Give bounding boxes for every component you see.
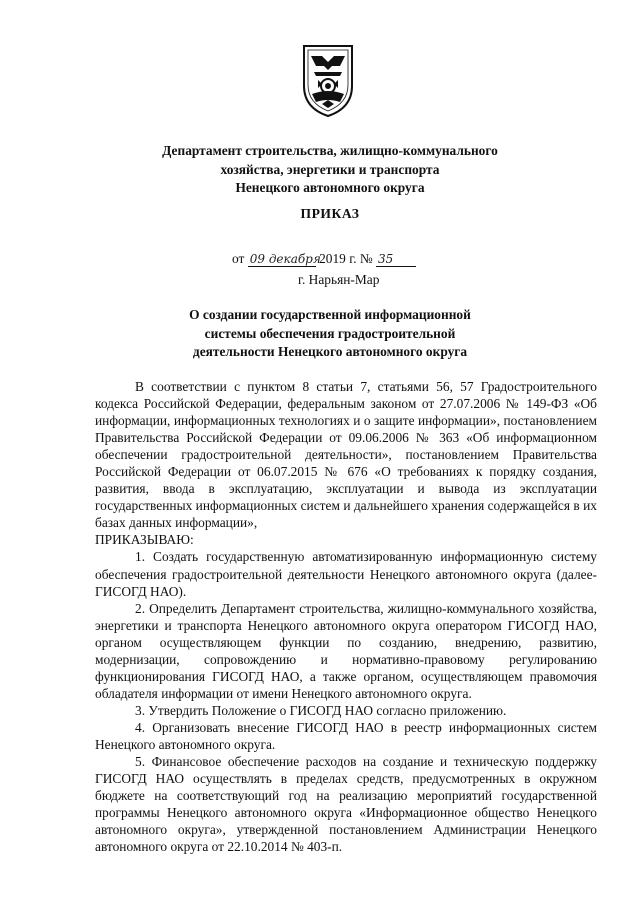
date-prefix: от	[232, 251, 245, 266]
title-line-2: системы обеспечения градостроительной	[204, 325, 456, 341]
preamble-paragraph: В соответствии с пунктом 8 статьи 7, статьями 56, 57 Градостроительного кодекса Российской Федерации, федеральным законом от 27.07.2006 № 149-ФЗ «Об информации, информационных технологиях и о защите информации», постановлением Правительства Российской Федерации от 09.06.2006 № 363 «Об информационном обеспечении градостроительной деятельности», постановлением Правительства Российской Федерации от 06.07.2015 № 676 «О требованиях к порядку создания, развития, ввода в эксплуатацию, эксплуатации и вывода из эксплуатации государственных информационных систем и дальнейшего хранения содержащейся в их базах данных информации»,	[95, 379, 597, 531]
department-line-3: Ненецкого автономного округа	[235, 180, 425, 196]
document-body	[95, 378, 597, 855]
city: г. Нарьян-Мар	[298, 272, 380, 287]
document-type: ПРИКАЗ	[300, 206, 360, 221]
date-number-line	[232, 251, 416, 267]
order-item-1: 1. Создать государственную автоматизированную информационную систему обеспечения градостроительной деятельности Ненецкого автономного округа (далее-ГИСОГД НАО).	[95, 549, 597, 599]
department-line-2: хозяйства, энергетики и транспорта	[220, 161, 440, 177]
year-and-number-label: 2019 г. №	[319, 251, 373, 266]
title-line-3: деятельности Ненецкого автономного округа	[192, 344, 468, 359]
department-line-1: Департамент строительства, жилищно-коммунального	[162, 143, 498, 158]
order-item-3: 3. Утвердить Положение о ГИСОГД НАО согласно приложению.	[135, 702, 507, 718]
handwritten-number: 35	[376, 252, 416, 267]
coat-of-arms-icon	[300, 42, 356, 118]
order-item-5: 5. Финансовое обеспечение расходов на создание и техническую поддержку ГИСОГД НАО осуществлять в пределах средств, предусмотренных в окружном бюджете на соответствующий год на реализацию мероприятий государственной программы Ненецкого автономного округа «Информационное общество Ненецкого автономного округа», утвержденной постановлением Администрации Ненецкого автономного округа от 22.10.2014 № 403-п.	[95, 754, 597, 855]
order-word: ПРИКАЗЫВАЮ:	[95, 532, 194, 548]
document-title	[100, 306, 560, 362]
handwritten-date: 09 декабря	[249, 252, 321, 266]
order-item-2: 2. Определить Департамент строительства, жилищно-коммунального хозяйства, энергетики и транспорта Ненецкого автономного округа оператором ГИСОГД НАО, органом осуществляющем функции по созданию, внедрению, развитию, модернизации, сопровождению и нормативно-правовому регулированию функционирования ГИСОГД НАО, а также органом, осуществляющем правомочия обладателя информации от имени Ненецкого автономного округа.	[95, 600, 597, 701]
department-name	[80, 142, 580, 198]
title-line-1: О создании государственной информационной	[189, 307, 471, 322]
order-item-4: 4. Организовать внесение ГИСОГД НАО в реестр информационных систем Ненецкого автономного округа.	[95, 719, 597, 752]
